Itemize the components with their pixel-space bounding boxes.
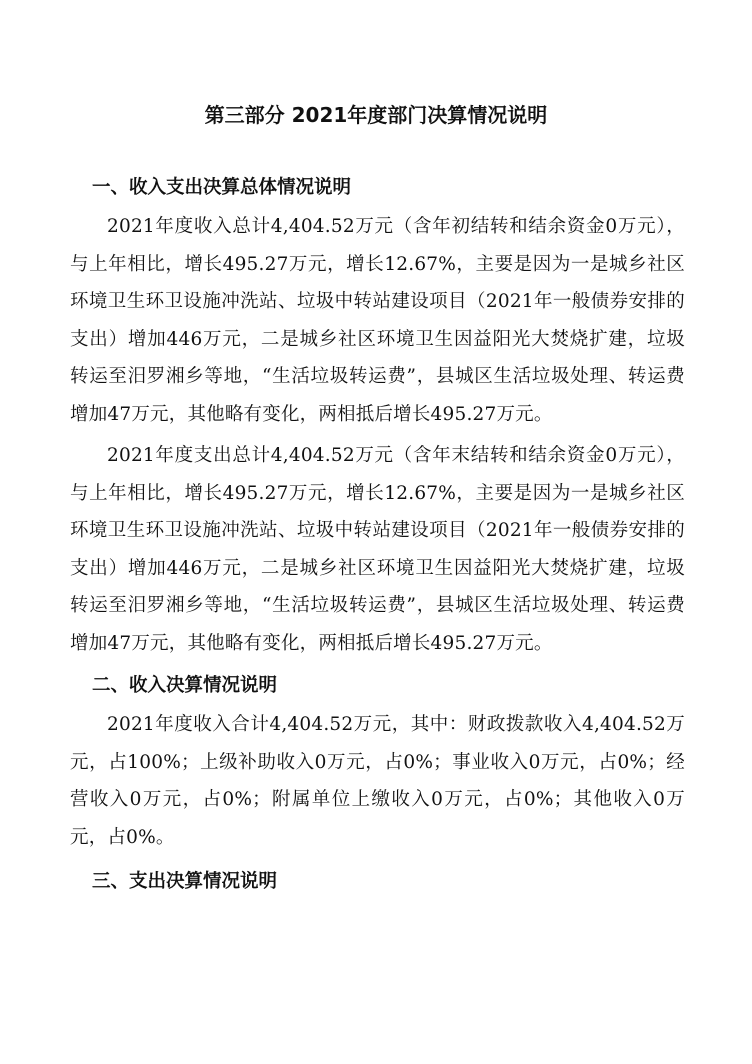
section-expense [70, 862, 685, 902]
document-body [70, 168, 685, 902]
paragraph-income-detail: 2021年度收入合计4,404.52万元，其中：财政拨款收入4,404.52万元，占100%；上级补助收入0万元，占0%；事业收入0万元，占0%；经营收入0万元，占0%；附属单位上缴收入0万元，占0%；其他收入0万元，占0%。 [70, 714, 685, 848]
paragraph-income-total: 2021年度收入总计4,404.52万元（含年初结转和结余资金0万元），与上年相比，增长495.27万元，增长12.67%，主要是因为一是城乡社区环境卫生环卫设施冲洗站、垃圾中转站建设项目（2021年一般债券安排的支出）增加446万元，二是城乡社区环境卫生因益阳光大焚烧扩建，垃圾转运至汨罗湘乡等地，“生活垃圾转运费”，县城区生活垃圾处理、转运费增加47万元，其他略有变化，两相抵后增长495.27万元。 [70, 216, 685, 425]
section-overall [70, 168, 685, 662]
section-income [70, 666, 685, 856]
section-heading-income: 二、收入决算情况说明 [92, 675, 278, 696]
paragraph-expense-total: 2021年度支出总计4,404.52万元（含年末结转和结余资金0万元），与上年相比，增长495.27万元，增长12.67%，主要是因为一是城乡社区环境卫生环卫设施冲洗站、垃圾中转站建设项目（2021年一般债券安排的支出）增加446万元，二是城乡社区环境卫生因益阳光大焚烧扩建，垃圾转运至汨罗湘乡等地，“生活垃圾转运费”，县城区生活垃圾处理、转运费增加47万元，其他略有变化，两相抵后增长495.27万元。 [70, 445, 685, 654]
section-heading-expense: 三、支出决算情况说明 [92, 871, 278, 892]
section-heading-overall: 一、收入支出决算总体情况说明 [92, 177, 352, 198]
page-title: 第三部分 2021年度部门决算情况说明 [204, 103, 548, 127]
